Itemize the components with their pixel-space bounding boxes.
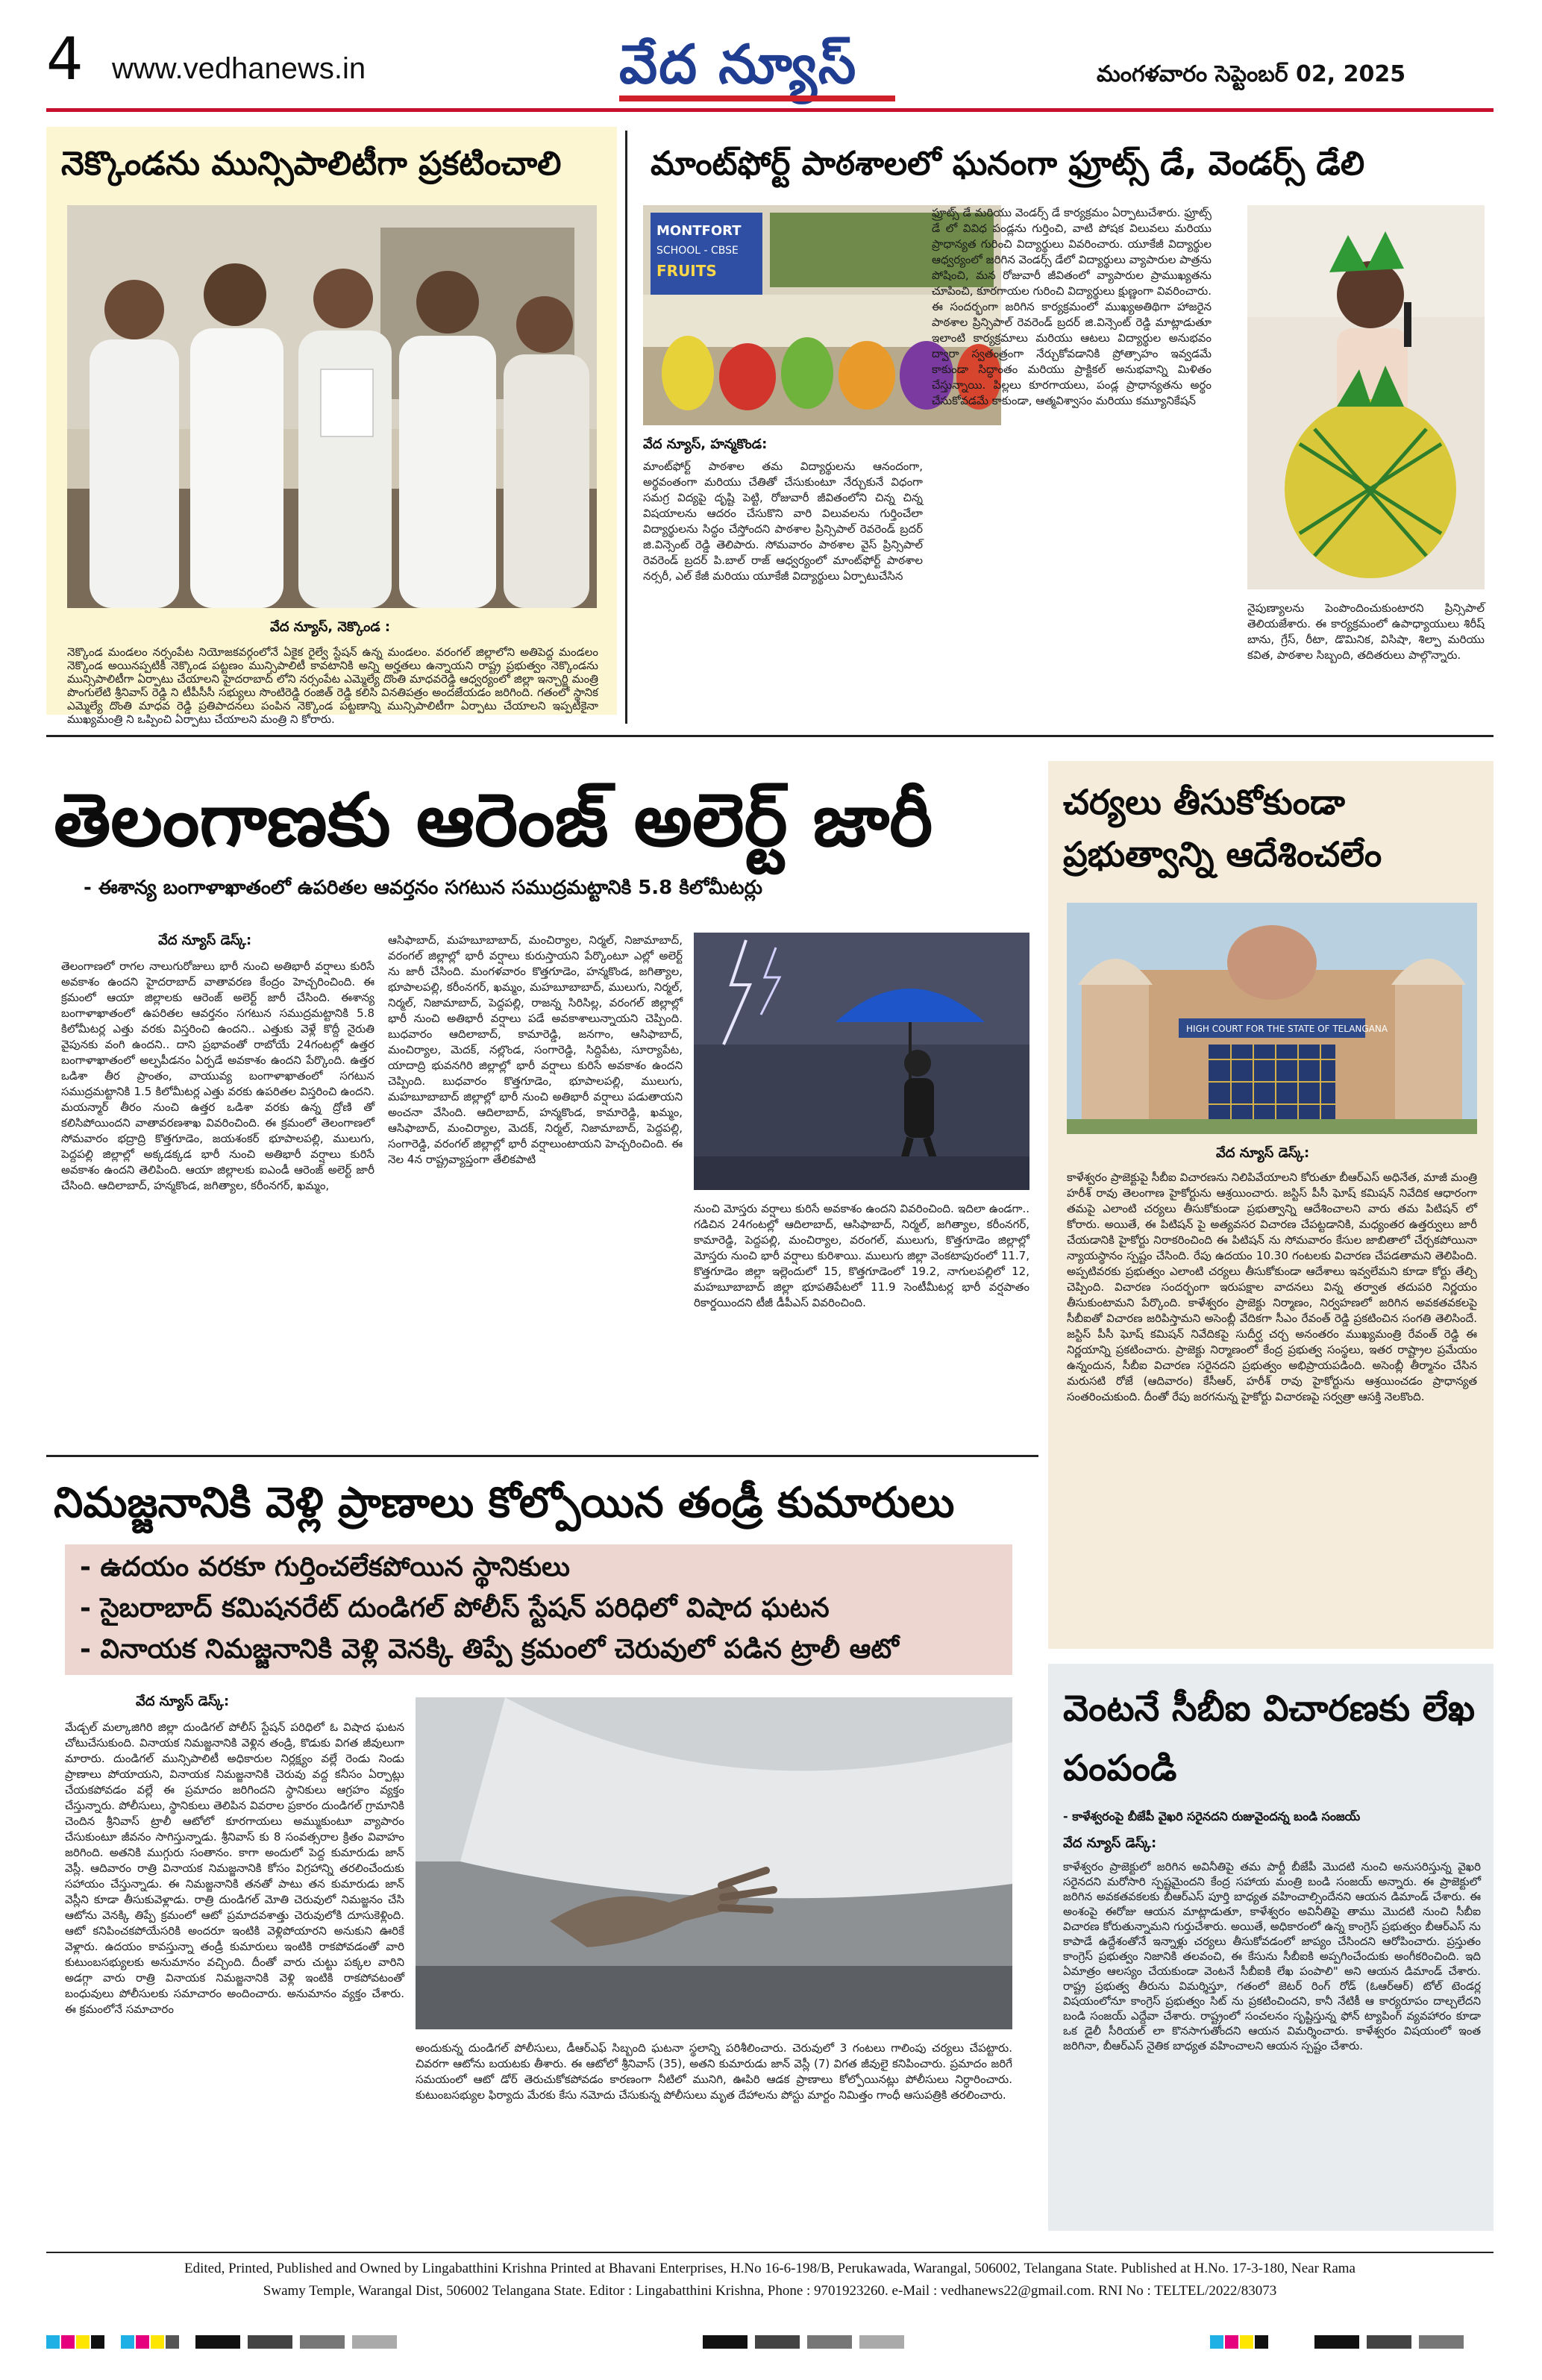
headline: వెంటనే సీబీఐ విచారణకు లేఖ పంపండి <box>1063 1688 1476 1789</box>
print-color-bar <box>46 2335 1494 2350</box>
website-link[interactable]: www.vedhanews.in <box>112 52 366 85</box>
dateline: వేద న్యూస్, హన్మకొండ: <box>643 436 768 452</box>
article-body-col1: తెలంగాణలో రాగల నాలుగురోజులు భారీ నుంచి అతిభారీ వర్షాలు కురిసే అవకాశం ఉందని హైదరాబాద్ వాతావరణ కేంద్రం హెచ్చరించింది. ఈ క్రమంలో ఆయా జిల్లాలకు ఆరెంజ్ అలెర్ట్ జారీ చేసింది. ఈశాన్య బంగాళాఖాతంలో ఉపరితల ఆవర్తనం సగటున సముద్రమట్టానికి 5.8 కిలోమీటర్ల ఎత్తు వరకు విస్తరించి ఉందని.. ఎత్తుకు వెళ్లే కొద్దీ నైరుతి వైపునకు వంగి ఉందని.. దాని ప్రభావంతో రాబోయే 24గంటల్లో ఉత్తర బంగాళాఖాతంలో అల్పపీడనం ఏర్పడే అవకాశం ఉందని పేర్కొంది. ఉత్తర ఒడిశా తీర ప్రాంతం, వాయువ్య బంగాళాఖాతంలో సగటున సముద్రమట్టానికి 1.5 కిలోమీటర్ల ఎత్తు వరకు ఉపరితల విస్తరించి ఉందని. మయన్మార్ తీరం నుంచి ఉత్తర ఒడిశా వరకు ఉన్న ద్రోణి తో కలిసిపోయిందని వాతావరణశాఖ వివరించింది. ఈ క్రమంలో తెలంగాణలో సోమవారం భద్రాద్రి కొత్తగూడెం, జయశంకర్ భూపాలపల్లి, ములుగు, పెద్దపల్లి జిల్లాల్లో అక్కడక్కడ భారీ నుంచి అతిభారీ వర్షాలు కురిసే అవకాశం ఉందని తెలిపింది. ఆయా జిల్లాలకు ఐఎండీ ఆరెంజ్ అలెర్ట్ జారీ చేసింది. ఆదిలాబాద్, హన్మకొండ, జగిత్యాల, కరీంనగర్, ఖమ్మం, <box>61 959 378 1192</box>
bullet-item: - వినాయక నిమజ్జనానికి వెళ్లి వెనక్కి తిప్పే క్రమంలో చెరువులో పడిన ట్రాలీ ఆటో <box>80 1634 899 1665</box>
svg-text:SCHOOL - CBSE: SCHOOL - CBSE <box>656 245 739 257</box>
section-rule <box>46 1455 1038 1457</box>
logo-underline <box>619 95 895 101</box>
article-body-col1: మాంట్‌ఫోర్ట్ పాఠశాల తమ విద్యార్థులను ఆనందంగా, అర్థవంతంగా మరియు చేతితో చేసుకుంటూ నేర్చుకునే విధంగా సమగ్ర విద్యపై దృష్టి పెట్టి, రోజువారీ జీవితంలోని చిన్న చిన్న విషయాలను ఆదరం చేసుకొని వారి విలువలను గుర్తించేలా విద్యార్థులను సిద్ధం చేస్తోందని పాఠశాల ప్రిన్సిపాల్ రెవరెండ్ బ్రదర్ జి.విన్సెంట్ రెడ్డి తెలిపారు. సోమవారం పాఠశాల వైస్ ప్రిన్సిపాల్ రెవరెండ్ బ్రదర్ పి.బాల్ రాజ్ ఆధ్వర్యంలో మాంట్‌ఫోర్ట్ పాఠశాల నర్సరీ, ఎల్ కేజీ మరియు యూకేజీ విద్యార్థులు ఏర్పాటుచేసిన <box>643 460 927 583</box>
story-nekkonda <box>46 127 617 726</box>
school-sign: MONTFORT <box>656 223 742 239</box>
dateline: వేద న్యూస్, నెక్కొండ : <box>270 619 391 635</box>
headline: చర్యలు తీసుకోకుండా ప్రభుత్వాన్ని ఆదేశించలేం <box>1063 782 1382 874</box>
story-cbi-letter <box>1048 1664 1494 2231</box>
article-body: నెక్కొండ మండలం నర్సంపేట నియోజకవర్గంలోనే ఏకైక రైల్వే స్టేషన్ ఉన్న మండలం. వరంగల్ జిల్లాలోని అతిపెద్ద మండలం నెక్కొండ అయినప్పటికీ నెక్కొండ పట్టణం మున్సిపాలిటీ కావటానికి అన్ని అర్హతలు ఉన్నాయని రాష్ట్ర ప్రభుత్వం నెక్కొండను మున్సిపాలిటీగా ఏర్పాటు చేయాలని హైదరాబాద్ లోని నర్సంపేట ఎమ్మెల్యే దొంతి మాధవరెడ్డి ఆధ్వర్యంలో జిల్లా ఇన్చార్జి మంత్రి పొంగులేటి శ్రీనివాస్ రెడ్డి ని టీపీసీసీ సభ్యులు సొంటిరెడ్డి రంజిత్ రెడ్డి కలిసి వినతిపత్రం అందజేయడం జరిగింది. గతంలో స్థానిక ఎమ్మెల్యే దొంతి మాధవ రెడ్డి ప్రతిపాదనలు పంపిన నెక్కొండ పట్టణాన్ని మున్సిపాలిటీగా ఏర్పాటు చేయాలని ఇప్పటికైనా ముఖ్యమంత్రి ని ఒప్పించి ఏర్పాటు చేయాలని మంత్రి ని కోరారు. <box>67 645 602 726</box>
imprint-line: Swamy Temple, Warangal Dist, 506002 Telangana State. Editor : Lingabatthini Krishna, Phone : 9701923260. e-Mail : vedhanews22@gmail.com. RNI No : TELTEL/2022/83073 <box>263 2283 1277 2299</box>
dateline: వేద న్యూస్ డెస్క్: <box>136 1694 230 1709</box>
story-high-court <box>1048 761 1494 1649</box>
issue-date: మంగళవారం సెప్టెంబర్ 02, 2025 <box>1097 61 1406 87</box>
dateline: వేద న్యూస్ డెస్క్: <box>1216 1145 1310 1161</box>
section-rule <box>46 735 1494 737</box>
masthead-rule <box>46 108 1494 112</box>
page-number: 4 <box>46 26 84 93</box>
article-body-col2: ఫ్రూట్స్ డే మరియు వెండర్స్ డే కార్యక్రమం ఏర్పాటుచేశారు. ఫ్రూట్స్ డే లో వివిధ పండ్లను గుర్తించి, వాటి పోషక విలువలు మరియు ప్రాధాన్యత గురించి విద్యార్థులు వివరించారు. యూకేజీ విద్యార్థుల ఆధ్వర్యంలో జరిగిన వెండర్స్ డేలో విద్యార్థులు వ్యాపారుల పాత్రను పోషించి, మన రోజువారీ జీవితంలో వ్యాపారుల ప్రాముఖ్యతను చూపించి, కూరగాయల గురించి విద్యార్థులు క్షుణ్ణంగా వివరించారు. ఈ సందర్భంగా జరిగిన కార్యక్రమంలో ముఖ్యఅతిథిగా హాజరైన పాఠశాల ప్రిన్సిపాల్ రెవరెండ్ బ్రదర్ జి.విన్సెంట్ రెడ్డి మాట్లాడుతూ ఇలాంటి కార్యక్రమాలు మరియు ఆటలు విద్యార్థుల అనుభవం ద్వారా స్వతంత్రంగా నేర్చుకోవడానికి ప్రోత్సాహం ఇవ్వడమే కాకుండా సిద్ధాంతం మరియు ప్రాక్టికల్ అనుభవాన్ని మిళితం చేస్తున్నాయి. పిల్లలు కూరగాయలు, పండ్ల ప్రాధాన్యతను అర్థం చేసుకోవడమే కాకుండా, ఆత్మవిశ్వాసం మరియు కమ్యూనికేషన్ <box>932 206 1215 407</box>
imprint-line: Edited, Printed, Published and Owned by Lingabatthini Krishna Printed at Bhavani Enterprises, H.No 16-6-198/B, Perukawada, Warangal, 506002, Telangana State. Published at H.No. 17-3-180, Near Rama <box>184 2261 1355 2276</box>
photo-hand <box>416 1697 1012 2029</box>
article-body-col3: నైపుణ్యాలను పెంపొందించుకుంటారని ప్రిన్సిపాల్ తెలియజేశారు. ఈ కార్యక్రమంలో ఉపాధ్యాయులు శిరీష్ బాను, గ్రేస్, రీటా, డొమినిక, విసిషా, శిల్పా మరియు కవిత, పాఠశాల సిబ్బంది, తదితరులు పాల్గొన్నారు. <box>1247 601 1488 662</box>
bullet-item: - సైబరాబాద్ కమిషనరేట్ దుండిగల్ పోలీస్ స్టేషన్ పరిధిలో విషాద ఘటన <box>80 1593 830 1623</box>
story-drowning <box>46 1462 1038 2223</box>
headline: తెలంగాణకు ఆరెంజ్ అలెర్ట్ జారీ <box>54 778 933 863</box>
article-body-col2: ఆసిఫాబాద్, మహబూబాబాద్, మంచిర్యాల, నిర్మల్, నిజామాబాద్, వరంగల్ జిల్లాల్లో భారీ వర్షాలు కురుస్తాయని పేర్కొంటూ ఎల్లో అలెర్ట్ ను జారీ చేసింది. మంగళవారం కొత్తగూడెం, హన్మకొండ, జగిత్యాల, భూపాలపల్లి, కరీంనగర్, ఖమ్మం, మహబూబాబాద్, ములుగు, నిర్మల్, నిర్మల్, నిజామాబాద్, పెద్దపల్లి, రాజన్న సిరిసిల్ల, వరంగల్ జిల్లాల్లో భారీ నుంచి అతిభారీ వర్షాలు పడే అవకాశాలున్నాయని చెప్పింది. బుధవారం ఆదిలాబాద్, కామారెడ్డి, జనగాం, ఆసిఫాబాద్, మంచిర్యాల, మెదక్, నల్లొండ, సంగారెడ్డి, సిద్దిపేట, సూర్యాపేట, యాదాద్రి భువనగిరి జిల్లాల్లో భారీ వర్షాలు కురిసే అవకాశం ఉందని చెప్పింది. బుధవారం కొత్తగూడెం, భూపాలపల్లి, ములుగు, మహబూబాబాద్ జిల్లాల్లో భారీ నుంచి అతిభారీ వర్షాలు పడుతాయని అంచనా వేసింది. ఆదిలాబాద్, హన్మకొండ, కామారెడ్డి, ఖమ్మం, ఆసిఫాబాద్, మంచిర్యాల, మెదక్, నిర్మల్, నిజామాబాద్, పెద్దపల్లి, సంగారెడ్డి, వరంగల్ జిల్లాల్లో భారీ వర్షాలుంటాయని హెచ్చరించింది. ఈ నెల 4న రాష్ట్రవ్యాప్తంగా తేలికపాటి <box>388 933 686 1166</box>
footer-rule <box>46 2252 1494 2253</box>
bullet-panel <box>65 1544 1012 1675</box>
headline: నిమజ్జనానికి వెళ్లి ప్రాణాలు కోల్పోయిన తండ్రీ కుమారులు <box>54 1479 955 1527</box>
article-body-col1: మేడ్చల్ మల్కాజిగిరి జిల్లా దుండిగల్ పోలీస్ స్టేషన్ పరిధిలో ఓ విషాద ఘటన చోటుచేసుకుంది. వినాయక నిమజ్జనానికి వెళ్లిన తండ్రి, కొడుకు విగత జీవులుగా మారారు. దుండిగల్ మున్సిపాలిటీ అధికారుల నిర్లక్ష్యం వల్లే రెండు నిండు ప్రాణాలు పోయాయని, వినాయక నిమజ్జనానికి చెరువు వద్ద కనీసం ఏర్పాట్లు చేయకపోవడం వల్లే ఈ ప్రమాదం జరిగిందని స్థానికులు ఆగ్రహం వ్యక్తం చేస్తున్నారు. పోలీసులు, స్థానికులు తెలిపిన వివరాల ప్రకారం దుండిగల్ గ్రామానికి చెందిన శ్రీనివాస్ ట్రాలీ ఆటోలో కూరగాయలు అమ్ముకుంటూ వ్యాపారం చేసుకుంటూ జీవనం సాగిస్తున్నాడు. శ్రీనివాస్ కు 8 సంవత్సరాల క్రితం వివాహం జరిగింది. అతనికి ముగ్గురు సంతానం. కాగా అందులో పెద్ద కుమారుడు జాన్ వెస్లీ. ఆదివారం రాత్రి వినాయక నిమజ్జనానికి కోసం విగ్రహాన్ని తరలించేందుకు సహాయం చేస్తున్నాడు. ఈ నిమజ్జనానికి తనతో పాటు తన కుమారుడు జాన్ వెస్లీని కూడా తీసుకువెళ్లాడు. రాత్రి దుండిగల్ మోతి చెరువులో నిమజ్జనం చేసి ఆటోను వెనక్కి తిప్పే క్రమంలో ఆటో ప్రమాదవశాత్తు చెరువులోకి దూసుకెళ్లింది. ఆటో కనిపించకపోయేసరికి అందరూ ఇంటికి వెళ్లిపోయారని అనుకుని ఊరికే వెళ్లారు. ఉదయం కావస్తున్నా తండ్రీ కుమారులు ఇంటికి రాకపోవడంతో వారి కుటుంబసభ్యులకు అనుమానం వచ్చింది. దీంతో వారు చుట్టు పక్కల వారిని అడగ్గా వారు రాత్రి వినాయక నిమజ్జనానికి వెళ్లి ఇంటికి రాకపోవటంతో బంధువులు పోలీసులకు సమాచారం అందించారు. అనుమానం వ్యక్తం చేశారు. ఈ క్రమంలోనే సమాచారం <box>65 1720 408 2016</box>
article-body: కాళేశ్వరం ప్రాజెక్టుపై సీబీఐ విచారణను నిలిపివేయాలని కోరుతూ బీఆర్ఎస్ అధినేత, మాజీ మంత్రి హరీశ్ రావు తెలంగాణ హైకోర్టును ఆశ్రయించారు. జస్టిస్ పీసీ ఘోష్ కమిషన్ నివేదిక ఆధారంగా తమపై ఎలాంటి చర్యలు తీసుకోకుండా ప్రభుత్వాన్ని ఆదేశించాలని వారు తమ పిటిషన్ లో కోరారు. అయితే, ఈ పిటిషన్ పై అత్యవసర విచారణ చేపట్టడానికి, మధ్యంతర ఉత్తర్వులు జారీ చేయడానికి హైకోర్టు నిరాకరించింది ఈ పిటిషన్ ను సోమవారం కేసుల జాబితాలో చేర్చకపోయినా న్యాయస్థానం స్పష్టం చేసింది. రేపు ఉదయం 10.30 గంటలకు విచారణ చేపడతామని తెలిపింది. అప్పటివరకు ప్రభుత్వం ఎలాంటి చర్యలు తీసుకోకుండా ఆదేశాలు ఇవ్వలేమని కూడా కోర్టు తేల్చి చెప్పింది. విచారణ సందర్భంగా ఇరుపక్షాల వాదనలు విన్న తర్వాత తదుపరి నిర్ణయం తీసుకుంటామని పేర్కొంది. కాళేశ్వరం ప్రాజెక్టు నిర్మాణం, నిర్వహణలో జరిగిన అవకతవకలపై సీబీఐతో విచారణ జరిపిస్తామని అసెంబ్లీ వేదికగా సీఎం రేవంత్ రెడ్డి ప్రకటించిన సంగతి తెలిసిందే. జస్టిస్ పీసీ ఘోష్ కమిషన్ నివేదికపై సుదీర్ఘ చర్చ అనంతరం ముఖ్యమంత్రి రేవంత్ రెడ్డి ఈ నిర్ణయాన్ని ప్రకటించారు. ప్రాజెక్టు నిర్మాణంలో కేంద్ర ప్రభుత్వ సంస్థలు, ఇతర రాష్ట్రాల ప్రమేయం ఉన్నందున, సీబీఐ విచారణ సరైనదని ప్రభుత్వం అభిప్రాయపడింది. అసెంబ్లీ తీర్మానం చేసిన మరుసటి రోజే (ఆదివారం) కేసీఆర్, హరీశ్ రావు హైకోర్టును ఆశ్రయించడం ప్రాధాన్యత సంతరించుకుంది. దీంతో రేపు జరగనున్న హైకోర్టు విచారణపై సర్వత్రా ఆసక్తి నెలకొంది. <box>1067 1171 1481 1403</box>
article-body: కాళేశ్వరం ప్రాజెక్టులో జరిగిన అవినీతిపై తమ పార్టీ బీజేపీ మొదటి నుంచి అనుసరిస్తున్న వైఖరి సరైనదని మరోసారి స్పష్టమైందని కేంద్ర సహాయ మంత్రి బండి సంజయ్ అన్నారు. ఈ ప్రాజెక్టులో జరిగిన అవకతవకలకు బీఆర్ఎస్ పూర్తి బాధ్యత వహించాల్సిందేనని ఆయన డిమాండ్ చేశారు. ఈ అంశంపై ఈరోజు ఆయన మాట్లాడుతూ, కాళేశ్వరం అవినీతిపై తాము మొదటి నుంచి సీబీఐ విచారణ కోరుతున్నామని గుర్తుచేశారు. అయితే, అధికారంలో ఉన్న కాంగ్రెస్ ప్రభుత్వం బీఆర్ఎస్ ను కాపాడే ఉద్దేశంతోనే ఇన్నాళ్లు చర్యలు తీసుకోవడంలో జాప్యం చేసిందని ఆరోపించారు. ప్రస్తుతం కాంగ్రెస్ ప్రభుత్వం నిజానికి తలవంచి, ఈ కేసును సీబీఐకి అప్పగించేందుకు అంగీకరించింది. ఇది ఏమాత్రం ఆలస్యం చేయకుండా వెంటనే సీబీఐకి లేఖ పంపాలి" అని ఆయన డిమాండ్ చేశారు. రాష్ట్ర ప్రభుత్వ తీరును విమర్శిస్తూ, గతంలో జెటర్ రింగ్ రోడ్ (ఓఆర్ఆర్) టోల్ టెండర్ల విషయంలోనూ కాంగ్రెస్ ప్రభుత్వం సిట్ ను ప్రకటించిందని, కానీ నేటికీ ఆ కార్యరూపం దాల్చలేదని బండి సంజయ్ ఎద్దేవా చేశారు. రాష్ట్రంలో సంచలనం సృష్టిస్తున్న ఫోన్ ట్యాపింగ్ వ్యవహారం కూడా ఒక డైలీ సీరియల్ లా కొనసాగుతోందని ఆయన విమర్శించారు. కాళేశ్వరం విషయంలో ఇంత జరిగినా, బీఆర్ఎస్ నైతిక బాధ్యత వహించాలని ఆయన స్పష్టం చేశారు. <box>1063 1860 1485 2052</box>
article-body-col3: నుంచి మోస్తరు వర్షాలు కురిసే అవకాశం ఉందని వివరించింది. ఇదిలా ఉండగా.. గడిచిన 24గంటల్లో ఆదిలాబాద్, ఆసిఫాబాద్, నిర్మల్, జగిత్యాల, కరీంనగర్, కామారెడ్డి, పెద్దపల్లి, మంచిర్యాల, వరంగల్, ములుగు, కొత్తగూడెం జిల్లాల్లో మోస్తరు నుంచి భారీ వర్షాలు కురిశాయి. ములుగు జిల్లా వెంకటాపురంలో 11.7, కొత్తగూడెం జిల్లా ఇల్లెందులో 15, కొత్తగూడెంలో 19.2, నాగులపల్లిలో 12, మహబూబాబాద్ జిల్లా భూపతిపేటలో 11.9 సెంటీమీటర్ల భారీ వర్షపాతం రికార్డయిందని టీజీ డీపీఎస్ వివరించింది. <box>694 1202 1033 1309</box>
headline: నెక్కొండను మున్సిపాలిటీగా ప్రకటించాలి <box>61 145 562 183</box>
subhead: - ఈశాన్య బంగాళాఖాతంలో ఉపరితల ఆవర్తనం సగటున సముద్రమట్టానికి 5.8 కిలోమీటర్లు <box>84 877 762 899</box>
masthead <box>0 0 1542 112</box>
photo-rain-umbrella <box>694 933 1029 1190</box>
court-sign: HIGH COURT FOR THE STATE OF TELANGANA <box>1186 1024 1388 1034</box>
article-body-col2: అందుకున్న దుండిగల్ పోలీసులు, డీఆర్ఎఫ్ సిబ్బంది ఘటనా స్థలాన్ని పరిశీలించారు. చెరువులో 3 గంటలు గాలింపు చర్యలు చేపట్టారు. చివరగా ఆటోను బయటకు తీశారు. ఈ ఆటోలో శ్రీనివాస్ (35), అతని కుమారుడు జాన్ వెస్లీ (7) విగత జీవులై కనిపించారు. ప్రమాదం జరిగే సమయంలో ఆటో డోర్ తెరుచుకోకపోవడం కారణంగా నీటిలో మునిగి, ఊపిరి ఆడక ప్రాణాలు కోల్పోయినట్లు పోలీసులు నిర్ధారించారు. కుటుంబసభ్యుల ఫిర్యాదు మేరకు కేసు నమోదు చేసుకున్న పోలీసులు మృత దేహాలను పోస్టు మార్టం నిమిత్తం గాంధీ ఆసుపత్రికి తరలించారు. <box>416 2041 1016 2102</box>
photo-child-pineapple <box>1247 205 1485 589</box>
column-divider <box>625 131 627 724</box>
bullet-item: - ఉదయం వరకూ గుర్తించలేకపోయిన స్థానికులు <box>80 1552 570 1582</box>
story-orange-alert <box>46 746 1038 1455</box>
dateline: వేద న్యూస్ డెస్క్: <box>1063 1835 1157 1851</box>
headline: మాంట్‌ఫోర్ట్ పాఠశాలలో ఘనంగా ఫ్రూట్స్ డే, వెండర్స్ డేలి <box>651 145 1365 183</box>
svg-text:FRUITS: FRUITS <box>656 262 717 280</box>
photo-delegation <box>67 205 597 608</box>
subhead: - కాళేశ్వరంపై బీజేపీ వైఖరి సరైనదని రుజువైందన్న బండి సంజయ్ <box>1063 1809 1361 1823</box>
story-montfort <box>636 127 1494 724</box>
brand-logo: వేద న్యూస్ <box>619 33 858 95</box>
photo-high-court <box>1067 903 1477 1134</box>
dateline: వేద న్యూస్ డెస్క్: <box>158 933 252 948</box>
